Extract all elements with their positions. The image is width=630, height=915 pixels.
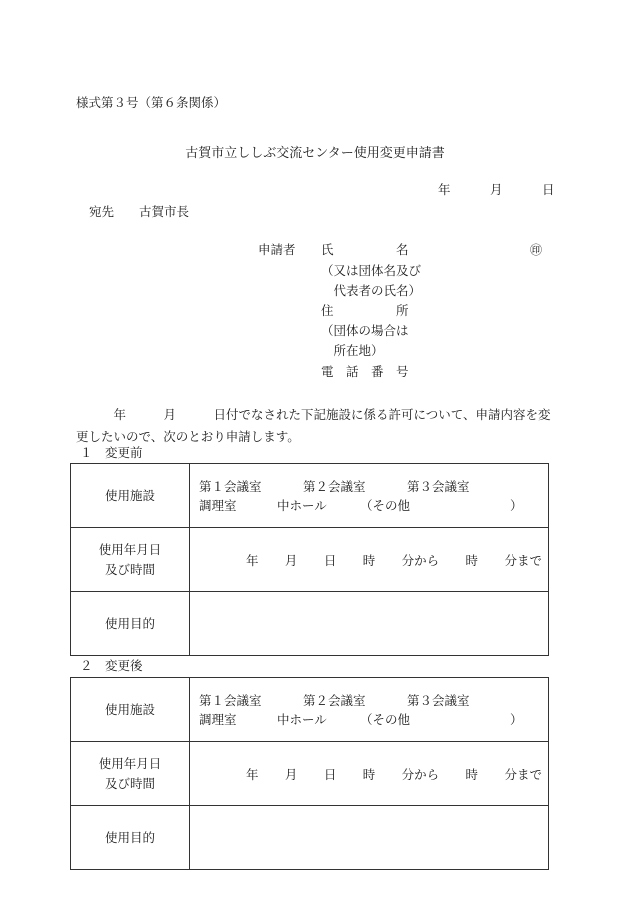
dt-minute-start: 分から (401, 552, 440, 568)
option-other-close: ） (510, 711, 523, 727)
dt-minute-end: 分まで (504, 766, 542, 782)
dt-hour-end: 時 (465, 766, 479, 782)
table-before (70, 463, 549, 656)
applicant-label: 申請者 (258, 242, 296, 257)
facility-label: 使用施設 (71, 464, 190, 528)
purpose-field[interactable] (190, 806, 549, 870)
datetime-label (71, 528, 190, 592)
document-title: 古賀市立ししぶ交流センター使用変更申請書 (185, 146, 445, 161)
datetime-label-line: 及び時間 (104, 775, 155, 791)
table-row (71, 592, 549, 656)
option-room-3: 第３会議室 (407, 478, 470, 494)
option-kitchen: 調理室 (199, 711, 237, 727)
dt-hour-start: 時 (362, 766, 376, 782)
dt-minute-end: 分まで (504, 552, 542, 568)
datetime-label (71, 742, 190, 806)
form-number: 様式第３号（第６条関係） (76, 95, 227, 110)
table-after (70, 677, 549, 870)
applicant-address-note: 所在地） (321, 343, 384, 358)
facility-label: 使用施設 (71, 678, 190, 742)
option-room-1: 第１会議室 (199, 478, 262, 494)
option-hall: 中ホール (277, 497, 327, 513)
option-hall: 中ホール (277, 711, 327, 727)
datetime-fields (190, 528, 549, 592)
purpose-label: 使用目的 (71, 592, 190, 656)
dt-minute-start: 分から (401, 766, 440, 782)
dt-day: 日 (323, 552, 337, 568)
option-kitchen: 調理室 (199, 497, 237, 513)
dt-year: 年 (246, 766, 259, 782)
dt-month: 月 (284, 766, 298, 782)
dt-month: 月 (284, 552, 298, 568)
date-year-label: 年 (438, 182, 451, 197)
option-room-3: 第３会議室 (407, 692, 470, 708)
datetime-fields (190, 742, 549, 806)
date-day-label: 日 (542, 182, 555, 197)
dt-hour-end: 時 (465, 552, 479, 568)
seal-mark: ㊞ (530, 243, 543, 257)
dt-year: 年 (246, 552, 259, 568)
datetime-label-line: 使用年月日 (98, 541, 162, 557)
datetime-label-line: 及び時間 (104, 561, 155, 577)
purpose-label: 使用目的 (71, 806, 190, 870)
applicant-address-label: 住 所 (321, 303, 409, 318)
table-row (71, 806, 549, 870)
option-room-2: 第２会議室 (303, 478, 366, 494)
purpose-field[interactable] (190, 592, 549, 656)
applicant-name-label: 氏 名 (321, 242, 409, 257)
table-row (71, 678, 549, 742)
facility-options (190, 464, 549, 528)
datetime-label-line: 使用年月日 (98, 755, 162, 771)
applicant-address-note: （団体の場合は (321, 323, 409, 338)
applicant-name-note: 代表者の氏名） (321, 283, 422, 298)
dt-hour-start: 時 (362, 552, 376, 568)
option-room-2: 第２会議室 (303, 692, 366, 708)
table-row (71, 528, 549, 592)
table-row (71, 464, 549, 528)
application-statement: 年 月 日付でなされた下記施設に係る許可について、申請内容を変更したいので、次のとおり申請します。 (76, 407, 551, 444)
section-label-before: １ 変更前 (80, 445, 143, 460)
option-other: （その他 (360, 711, 411, 727)
applicant-phone-label: 電 話 番 号 (321, 364, 409, 379)
applicant-name-note: （又は団体名及び (321, 263, 422, 278)
addressee: 宛先 古賀市長 (89, 204, 190, 219)
table-row (71, 742, 549, 806)
option-other-close: ） (510, 497, 523, 513)
facility-options (190, 678, 549, 742)
option-room-1: 第１会議室 (199, 692, 262, 708)
option-other: （その他 (360, 497, 411, 513)
section-label-after: ２ 変更後 (80, 658, 143, 673)
date-month-label: 月 (490, 182, 503, 197)
dt-day: 日 (323, 766, 337, 782)
